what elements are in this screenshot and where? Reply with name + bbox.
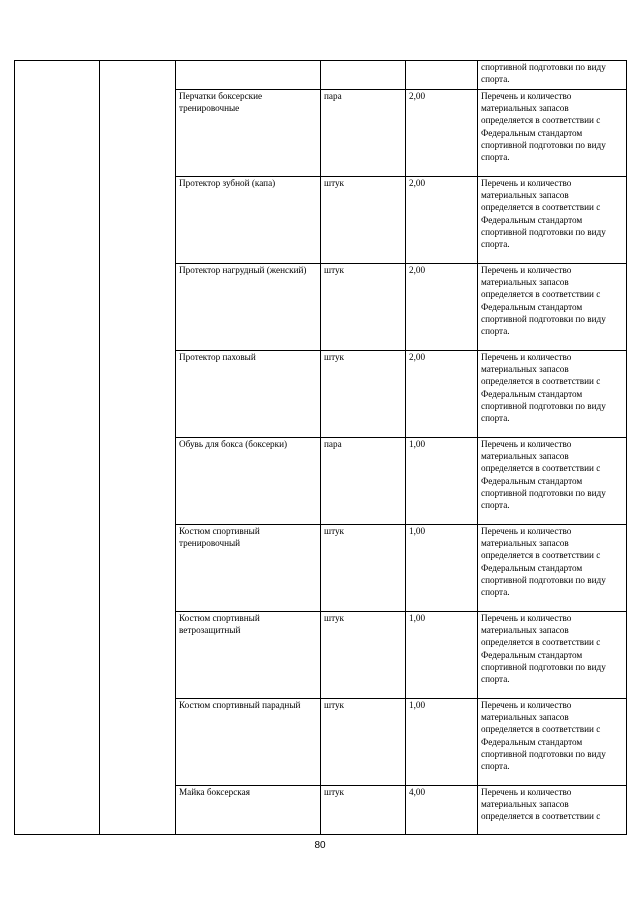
- item-name-cell: Протектор паховый: [176, 351, 321, 438]
- quantity-cell: [406, 61, 478, 90]
- item-name-cell: [176, 61, 321, 90]
- quantity-cell: 2,00: [406, 264, 478, 351]
- unit-cell: пара: [321, 90, 406, 177]
- note-cell: Перечень и количество материальных запасов определяется в соответствии с Федеральным стандартом спортивной подготовки по виду спорта.: [478, 438, 627, 525]
- table-row: [15, 61, 627, 90]
- equipment-table: [14, 60, 627, 835]
- merged-cell-col2: [100, 61, 176, 835]
- quantity-cell: 1,00: [406, 699, 478, 786]
- note-cell: спортивной подготовки по виду спорта.: [478, 61, 627, 90]
- unit-cell: [321, 61, 406, 90]
- unit-cell: штук: [321, 177, 406, 264]
- item-name-cell: Костюм спортивный ветрозащитный: [176, 612, 321, 699]
- item-name-cell: Костюм спортивный тренировочный: [176, 525, 321, 612]
- unit-cell: пара: [321, 438, 406, 525]
- merged-cell-col1: [15, 61, 100, 835]
- quantity-cell: 2,00: [406, 351, 478, 438]
- note-cell: Перечень и количество материальных запасов определяется в соответствии с Федеральным стандартом спортивной подготовки по виду спорта.: [478, 90, 627, 177]
- quantity-cell: 4,00: [406, 786, 478, 835]
- note-cell: Перечень и количество материальных запасов определяется в соответствии с Федеральным стандартом спортивной подготовки по виду спорта.: [478, 612, 627, 699]
- unit-cell: штук: [321, 351, 406, 438]
- item-name-cell: Протектор зубной (капа): [176, 177, 321, 264]
- note-cell: Перечень и количество материальных запасов определяется в соответствии с Федеральным стандартом спортивной подготовки по виду спорта.: [478, 351, 627, 438]
- quantity-cell: 2,00: [406, 177, 478, 264]
- note-cell: Перечень и количество материальных запасов определяется в соответствии с Федеральным стандартом спортивной подготовки по виду спорта.: [478, 525, 627, 612]
- page-number: 80: [314, 840, 326, 851]
- note-cell: Перечень и количество материальных запасов определяется в соответствии с: [478, 786, 627, 835]
- unit-cell: штук: [321, 264, 406, 351]
- unit-cell: штук: [321, 699, 406, 786]
- note-cell: Перечень и количество материальных запасов определяется в соответствии с Федеральным стандартом спортивной подготовки по виду спорта.: [478, 177, 627, 264]
- unit-cell: штук: [321, 786, 406, 835]
- unit-cell: штук: [321, 525, 406, 612]
- item-name-cell: Обувь для бокса (боксерки): [176, 438, 321, 525]
- quantity-cell: 1,00: [406, 525, 478, 612]
- note-cell: Перечень и количество материальных запасов определяется в соответствии с Федеральным стандартом спортивной подготовки по виду спорта.: [478, 264, 627, 351]
- equipment-table-body: [15, 61, 627, 835]
- quantity-cell: 1,00: [406, 438, 478, 525]
- item-name-cell: Протектор нагрудный (женский): [176, 264, 321, 351]
- item-name-cell: Перчатки боксерские тренировочные: [176, 90, 321, 177]
- quantity-cell: 2,00: [406, 90, 478, 177]
- item-name-cell: Майка боксерская: [176, 786, 321, 835]
- quantity-cell: 1,00: [406, 612, 478, 699]
- note-cell: Перечень и количество материальных запасов определяется в соответствии с Федеральным стандартом спортивной подготовки по виду спорта.: [478, 699, 627, 786]
- item-name-cell: Костюм спортивный парадный: [176, 699, 321, 786]
- unit-cell: штук: [321, 612, 406, 699]
